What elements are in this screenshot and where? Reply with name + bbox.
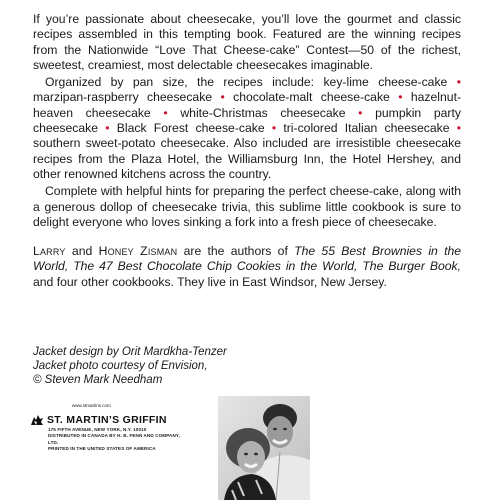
- intro-paragraph: If you’re passionate about cheesecake, you’ll love the gourmet and classic recipes assembled in this tempting book. Featured are the winning recipes from the Nationwide “Love That Cheese-cake” Contest—50 of the richest, sweetest, creamiest, most delectable cheesecakes imaginable.: [33, 12, 461, 72]
- author-last-name: Zisman: [140, 244, 178, 259]
- publisher-imprint: [30, 403, 180, 452]
- book-title: The 47 Best Chocolate Chip Cookies in the World,: [73, 259, 358, 274]
- recipes-paragraph: [33, 75, 461, 182]
- closing-paragraph: Complete with helpful hints for preparing the perfect cheese-cake, along with a generous dollop of cheesecake trivia, this sublime little cookbook is sure to delight everyone who loves sinking a fork into a fresh piece of cheesecake.: [33, 184, 461, 229]
- publisher-name: ST. MARTIN’S GRIFFIN: [47, 414, 167, 426]
- photo-credit: Jacket photo courtesy of Envision,: [33, 360, 208, 372]
- book-title: The Burger Book,: [362, 259, 462, 274]
- bullet-icon: •: [358, 105, 363, 120]
- author-photo: [218, 396, 310, 500]
- griffin-logo-icon: [30, 413, 44, 427]
- publisher-logo-row: [30, 413, 180, 427]
- recipe-item: hazelnut-heaven cheesecake: [33, 90, 462, 120]
- recipe-item: white-Christmas cheesecake: [180, 105, 346, 120]
- bullet-icon: •: [398, 90, 403, 105]
- bullet-icon: •: [456, 75, 461, 90]
- author-text: and four other cookbooks. They live in East Windsor, New Jersey.: [33, 274, 387, 289]
- recipe-item: chocolate-malt cheese-cake: [233, 90, 390, 105]
- publisher-printed: PRINTED IN THE UNITED STATES OF AMERICA: [48, 445, 156, 451]
- author-text: are the authors of: [183, 244, 288, 259]
- jacket-credits: [33, 345, 333, 387]
- design-credit: Jacket design by Orit Mardkha-Tenzer: [33, 346, 227, 358]
- bullet-icon: •: [220, 90, 225, 105]
- recipes-end: Also included are irresistible cheesecake recipes from the Plaza Hotel, the Williamsburg Inn, the Hotel Hershey, and other renowned kitchens across the country.: [33, 136, 461, 181]
- recipes-intro: Organized by pan size, the recipes include: key-lime cheese-cake: [45, 75, 448, 90]
- publisher-url: www.stmartins.com: [72, 403, 111, 408]
- recipe-item: marzipan-raspberry cheesecake: [33, 90, 213, 105]
- author-bio: [33, 244, 461, 290]
- bullet-icon: •: [271, 121, 277, 136]
- author-and: and: [71, 244, 93, 259]
- author-first-name: Larry: [33, 244, 66, 259]
- bullet-icon: •: [163, 105, 168, 120]
- author-first-name: Honey: [98, 244, 134, 259]
- recipe-item: Black Forest cheese-cake: [116, 121, 265, 136]
- book-title: The 55 Best Brownies in the World,: [33, 244, 462, 274]
- publisher-distribution: DISTRIBUTED IN CANADA BY H. B. FENN AND COMPANY, LTD.: [48, 433, 180, 445]
- author-photo-image: [218, 396, 310, 500]
- bullet-icon: •: [105, 121, 110, 136]
- recipe-item: pumpkin party cheesecake: [33, 105, 461, 136]
- bullet-icon: •: [456, 121, 462, 136]
- recipe-item: tri-colored Italian cheesecake: [283, 121, 450, 136]
- jacket-description: [33, 12, 461, 292]
- publisher-address: 175 FIFTH AVENUE, NEW YORK, N.Y. 10010: [48, 427, 147, 432]
- recipe-item: southern sweet-potato cheesecake.: [33, 136, 230, 151]
- copyright-credit: © Steven Mark Needham: [33, 374, 163, 386]
